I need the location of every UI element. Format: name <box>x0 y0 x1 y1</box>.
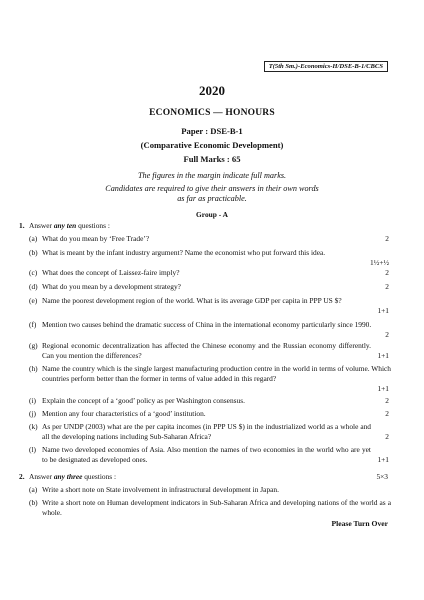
item-marks: 1+1 <box>377 384 389 393</box>
exam-year: 2020 <box>199 83 225 98</box>
group-heading: Group - A <box>196 210 228 219</box>
item-marks: 1+1 <box>377 351 389 360</box>
item-text: What does the concept of Laissez-faire imply? <box>42 268 180 277</box>
item-text: As per UNDP (2003) what are the per capita incomes (in PPP US $) in the industrialized world as a whole and all the developing nations including Sub-Saharan Africa? <box>42 422 371 442</box>
item-label: (b) <box>29 498 38 507</box>
question-number: 2. <box>19 472 25 481</box>
item-marks: 2 <box>385 234 389 243</box>
paper-code-title: Paper : DSE-B-1 <box>181 126 243 136</box>
candidates-note <box>0 184 424 204</box>
item-label: (e) <box>29 296 38 305</box>
item-text: Write a short note on State involvement in infrastructural development in Japan. <box>42 485 279 494</box>
question-instruction <box>29 472 388 482</box>
item-marks: 2 <box>385 282 389 291</box>
item-label: (j) <box>29 409 36 418</box>
instruction-suffix: questions : <box>82 472 117 481</box>
margin-note: The figures in the margin indicate full marks. <box>137 171 287 180</box>
item-label: (h) <box>29 364 38 373</box>
instruction-emphasis: any three <box>53 472 83 481</box>
item-text: What do you mean by ‘Free Trade’? <box>42 234 150 243</box>
item-marks: 2 <box>385 268 389 277</box>
item-label: (c) <box>29 268 38 277</box>
item-label: (i) <box>29 396 36 405</box>
item-text: Regional economic decentralization has affected the Chinese economy and the Russian economy differently. Can you mention the differences? <box>42 341 371 361</box>
subject-title: ECONOMICS — HONOURS <box>149 108 275 118</box>
item-label: (f) <box>29 320 37 329</box>
item-marks: 2 <box>385 330 389 339</box>
item-label: (k) <box>29 422 38 431</box>
item-text: Name two developed economies of Asia. Also mention the names of two economies in the world who are yet to be designated as developed ones. <box>42 445 371 465</box>
please-turn-over: Please Turn Over <box>331 519 388 528</box>
item-marks: 2 <box>385 432 389 441</box>
item-marks: 1+1 <box>377 455 389 464</box>
instruction-suffix: questions : <box>76 221 110 230</box>
instruction-prefix: Answer <box>29 221 54 230</box>
question-number: 1. <box>19 221 25 230</box>
item-marks: 2 <box>385 396 389 405</box>
item-text: What is meant by the infant industry argument? Name the economist who put forward this idea. <box>42 248 326 257</box>
candidates-note-line-2: as far as practicable. <box>177 194 247 203</box>
instruction-prefix: Answer <box>29 472 54 481</box>
item-text: Name the poorest development region of the world. What is its average GDP per capita in PPP US $? <box>42 296 342 305</box>
item-marks: 1+1 <box>377 306 389 315</box>
item-text: Write a short note on Human development indicators in Sub-Saharan Africa and developing nations of the world as a whole. <box>42 498 391 518</box>
question-marks: 5×3 <box>376 472 388 481</box>
item-label: (l) <box>29 445 36 454</box>
item-label: (b) <box>29 248 38 257</box>
item-text: Mention any four characteristics of a ‘good’ institution. <box>42 409 206 418</box>
candidates-note-line-1: Candidates are required to give their answers in their own words <box>105 184 319 193</box>
item-marks: 1½+½ <box>370 258 389 267</box>
item-text: Name the country which is the single largest manufacturing production centre in the world in terms of volume. Which countries perform better than the former in terms of value added in this regard? <box>42 364 391 384</box>
item-text: Explain the concept of a ‘good’ policy as per Washington consensus. <box>42 396 245 405</box>
item-label: (d) <box>29 282 38 291</box>
item-label: (a) <box>29 234 38 243</box>
paper-code: T(5th Sm.)-Economics-H/DSE-B-1/CBCS <box>264 61 388 72</box>
item-marks: 2 <box>385 409 389 418</box>
paper-subtitle: (Comparative Economic Development) <box>140 140 284 150</box>
item-label: (g) <box>29 341 38 350</box>
item-text: What do you mean by a development strategy? <box>42 282 181 291</box>
question-instruction <box>29 221 388 231</box>
item-text: Mention two causes behind the dramatic success of China in the international economy particularly since 1990. <box>42 320 372 329</box>
instruction-emphasis: any ten <box>53 221 77 230</box>
full-marks: Full Marks : 65 <box>183 154 241 164</box>
item-label: (a) <box>29 485 38 494</box>
